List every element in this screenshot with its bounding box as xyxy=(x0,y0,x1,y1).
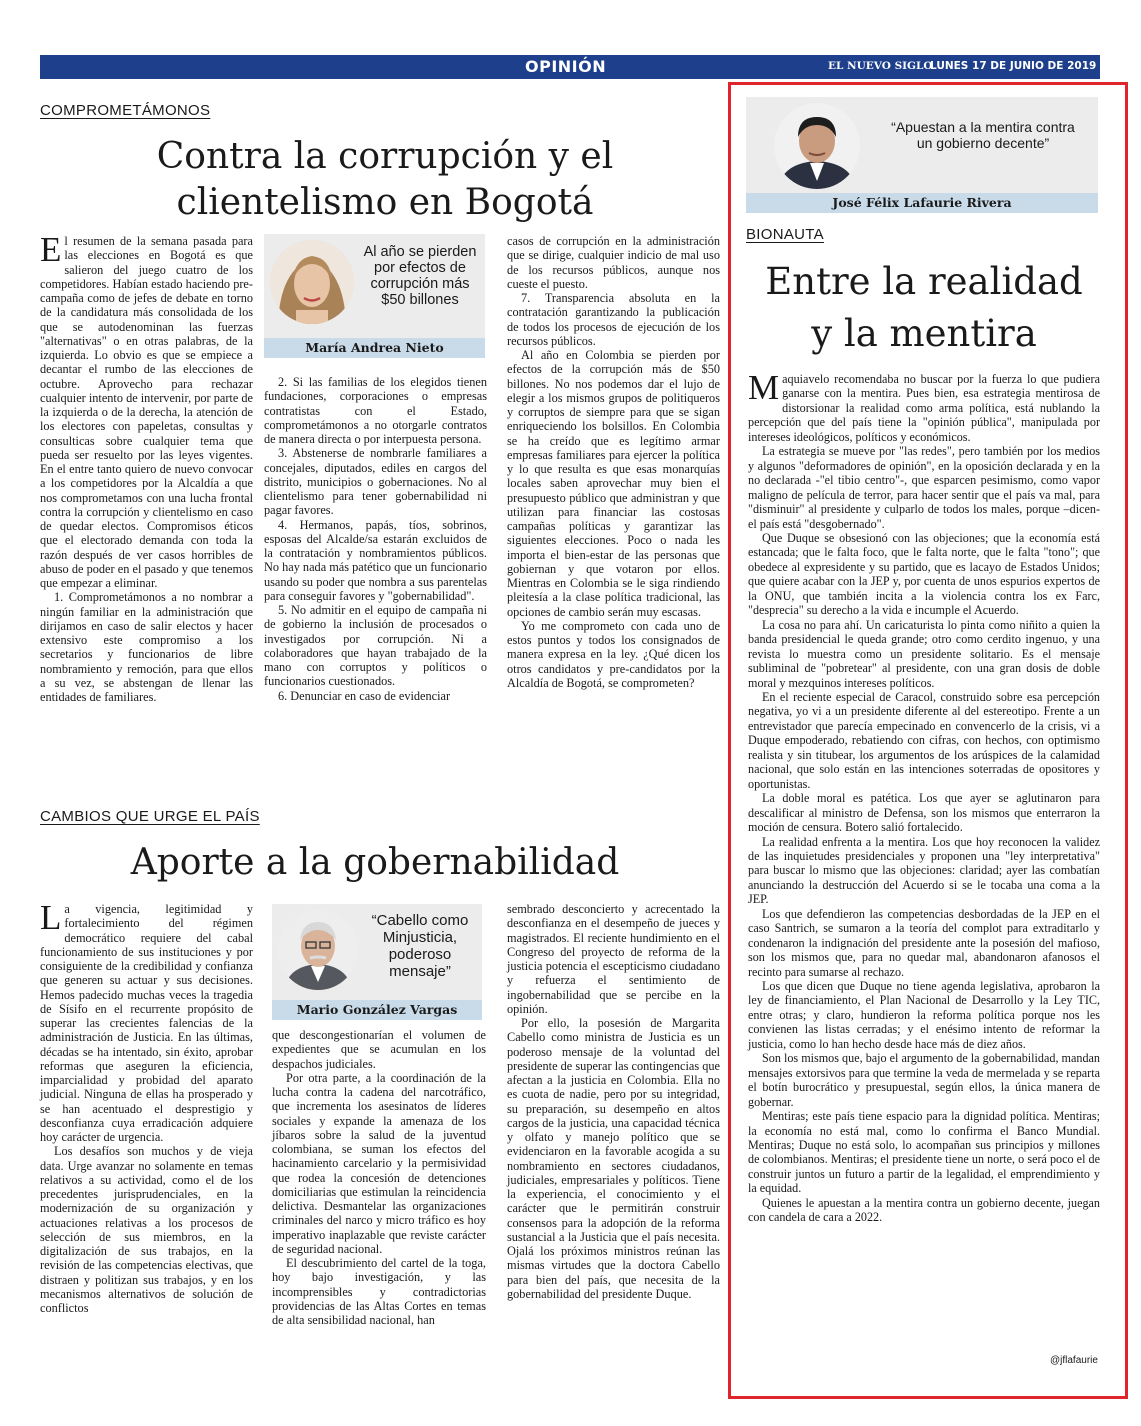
article1-headline-line2: clientelismo en Bogotá xyxy=(176,182,594,223)
issue-date: LUNES 17 DE JUNIO DE 2019 xyxy=(930,60,1097,72)
article3-byline: José Félix Lafaurie Rivera xyxy=(746,193,1098,213)
article2-paragraph: a vigencia, legitimidad y fortalecimiento del régimen democrático requiere del cabal funcionamiento de sus instituciones y por consiguiente de la credibilidad y confianza que generen su actuar y sus decisiones. Hemos padecido muchas veces la tragedia de Sísifo en el recurrente propósito de superar las crecientes falencias de la administración de Justicia. En las últimas, décadas se ha intentado, sin éxito, aprobar reformas que aseguren la eficiencia, imparcialidad y probidad del aparato judicial. Ninguna de ellas ha prosperado y se han acentuado el desprestigio y desconfianza cuya erradicación adquiere hoy carácter de urgencia. xyxy=(40,902,253,1144)
article3-paragraph: La cosa no para ahí. Un caricaturista lo pinta como niñito a quien la banda presidencial le queda grande; otro como cerdito ingenuo, y una revista lo muestra como un presidente solitario. Es el mensaje subliminal de "pobretear" al presidente, con una gran dosis de doble moral y mezquinos intereses políticos. xyxy=(748,617,1100,690)
article2-headline: Aporte a la gobernabilidad xyxy=(130,842,620,883)
article1-paragraph: l resumen de la semana pasada para las elecciones en Bogotá es que salieron del juego cuatro de los competidores. Habían estado haciendo pre-campaña como de jefes de debate en torno de la candidatura más consolidada de los que se autodenominan las fuerzas "alternativas" o en otras palabras, de la izquierda. Lo obvio es que se empiece a decantar el rumbo de las elecciones de octubre. Aprovecho para rechazar cualquier intento de intervenir, por parte de la izquierda o de la derecha, la atención de los electores con papeletas, consultas y consulticas sobre cualquier tema que pueda ser resuelto por las leyes vigentes. En el entre tanto quiero de nuevo convocar a los competidores por la Alcaldía a que nos comprometamos con una lucha frontal contra la corrupción y clientelismo en caso de quedar electos. Compromisos éticos que el electorado demanda con toda la razón después de ver casos horribles de abuso de poder en el pasado y que tenemos que empezar a eliminar. xyxy=(40,234,253,590)
article2-paragraph: Los desafíos son muchos y de vieja data. Urge avanzar no solamente en temas relativos a su actividad, como el de los precedentes jurisprudenciales, en la modernización de su organización y actuaciones relativas a los procesos de selección de sus miembros, en la digitalización de sus trabajos, en la revisión de las competencias electivas, que distraen y politizan sus trabajos, y en los mecanismos alternativos de solución de conflictos xyxy=(40,1144,253,1315)
article3-paragraph: aquiavelo recomendaba no buscar por la fuerza lo que pudiera ganarse con la mentira. Pues bien, esa estrategia mentirosa de distorsionar la realidad como arma política, está nublando la percepción que del país tiene la "opinión pública", manipulada por intereses ideológicos, políticos y económicos. xyxy=(748,372,1100,444)
article3-dropcap: M xyxy=(748,368,780,407)
article2-column-2 xyxy=(272,1028,486,1327)
article1-paragraph: 2. Si las familias de los elegidos tienen fundaciones, corporaciones o empresas contratistas con el Estado, comprometámonos a no otorgarle contratos de manera directa o por interpuesta persona. xyxy=(264,375,487,446)
article3-paragraph: Los que dicen que Duque no tiene agenda legislativa, aprobaron la ley de financiamiento, el Plan Nacional de Desarrollo y la Ley TIC, entre otras; y claro, hundieron la reforma política porque nos les convienen las listas cerradas; y el enésimo intento de reformar la justicia, como lo han hecho desde hace más de diez años. xyxy=(748,979,1100,1051)
article3-kicker: BIONAUTA xyxy=(746,226,824,243)
article3-pullquote: “Apuestan a la mentira contra un gobierno decente” xyxy=(891,119,1075,151)
article2-paragraph: que descongestionarían el volumen de expedientes que se acumulan en los despachos judiciales. xyxy=(272,1028,486,1071)
article1-paragraph: Al año en Colombia se pierden por efectos de la corrupción más de $50 billones. No nos podemos dar el lujo de elegir a los mismos grupos de politiqueros y corruptos de siempre para que se sigan enriqueciendo los bolsillos. En Colombia se ha creído que es legítimo armar empresas familiares para ejercer la política y lo que resulta es que esas monarquías locales saben aprovechar muy bien el presupuesto público que administran y que utilizan para financiar las costosas campañas políticas y garantizar las siguientes elecciones. Poco o nada les importa el bien-estar de las personas que gobiernan y que votaron por ellos. Mientras en Colombia se le siga rindiendo pleitesía a la clase política tradicional, las opciones de cambio serán muy escasas. xyxy=(507,348,720,619)
article3-pullquote-box xyxy=(746,97,1098,213)
article1-column-3 xyxy=(507,234,720,690)
article2-paragraph: Por ello, la posesión de Margarita Cabello como ministra de Justicia es un poderoso mensaje de la voluntad del presidente de superar las contingencias que afectan a la justicia en Colombia. Ella no es cuota de nadie, pero por su integridad, su preparación, su desempeño en altos cargos de la justicia, una capacidad técnica y olfato y manejo político que se evidenciaron en la favorable acogida a su nombramiento en sectores ciudadanos, judiciales, empresariales y políticos. Tiene la experiencia, el conocimiento y el carácter que le permitirán construir consensos para la adopción de la reforma sustancial a la Justicia que el país necesita. Ojalá los próximos ministros reúnan las mismas virtudes que la doctora Cabello para bien del país, que necesita de la gobernabilidad del presidente Duque. xyxy=(507,1016,720,1301)
article2-pullquote: “Cabello como Minjusticia, poderoso mensaje” xyxy=(371,912,469,980)
article1-column-2 xyxy=(264,375,487,703)
article1-byline: María Andrea Nieto xyxy=(264,338,485,358)
article2-column-1 xyxy=(40,898,253,1315)
article1-paragraph: Yo me comprometo con cada uno de estos puntos y todos los consignados de manera expresa en la ley. ¿Qué dicen los otros candidatos y pre-candidatos por la Alcaldía de Bogotá, se comprometen? xyxy=(507,618,720,690)
article1-headline-line1: Contra la corrupción y el xyxy=(156,136,614,177)
article3-paragraph: La realidad enfrenta a la mentira. Los que hoy reconocen la validez de las inquietudes presidenciales y proponen una "ley interpretativa" para buscar lo mismo que las objeciones: claridad; ayer las combatían anunciando la destrucción del Acuerdo si se le tocaba una coma a la JEP. xyxy=(748,834,1100,907)
article2-column-3 xyxy=(507,902,720,1301)
article1-headline xyxy=(40,134,730,226)
article1-pullquote-box xyxy=(264,234,485,358)
section-title: OPINIÓN xyxy=(525,57,607,76)
article3-body xyxy=(748,368,1100,1225)
article2-byline: Mario González Vargas xyxy=(272,1000,482,1020)
article2-kicker: CAMBIOS QUE URGE EL PAÍS xyxy=(40,808,260,825)
article1-column-1 xyxy=(40,230,253,704)
article2-paragraph: El descubrimiento del cartel de la toga, hoy bajo investigación, y las incomprensibles y contradictorias providencias de las Altas Cortes en temas de alta sensibilidad nacional, han xyxy=(272,1256,486,1327)
article3-paragraph: Mentiras; este país tiene espacio para la dignidad política. Mentiras; la economía no está mal, como lo confirma el Banco Mundial. Mentiras; Duque no está solo, lo acompañan sus principios y millones de colombianos. Mentiras; el presidente tiene un norte, o será poco el de construir juntos un futuro a partir de la legalidad, el emprendimiento y la equidad. xyxy=(748,1109,1100,1196)
article1-paragraph: 6. Denunciar en caso de evidenciar xyxy=(278,688,451,703)
article3-headline xyxy=(746,256,1102,360)
article1-paragraph: casos de corrupción en la administración que se dirige, cualquier indicio de mal uso de los recursos públicos, aunque nos cueste el puesto. xyxy=(507,234,720,291)
article1-paragraph: 4. Hermanos, papás, tíos, sobrinos, esposas del Alcalde/sa estarán excluidos de la contratación y nombramientos públicos. No hay nada más patético que un funcionario usando su poder que nombra a sus parentelas para conseguir favores y "gobernabilidad". xyxy=(264,517,487,603)
article1-kicker: COMPROMETÁMONOS xyxy=(40,102,211,119)
article2-pullquote-box xyxy=(272,904,482,1020)
article1-paragraph: 5. No admitir en el equipo de campaña ni de gobierno la inclusión de procesados o investigados por corrupción. Ni a colaboradores que hayan trabajado de la mano con corruptos y políticos o funcionarios cuestionados. xyxy=(264,603,487,689)
newspaper-name: EL NUEVO SIGLO xyxy=(828,60,933,72)
twitter-handle[interactable]: @jflafaurie xyxy=(1050,1355,1098,1366)
article3-paragraph: La doble moral es patética. Los que ayer se aglutinaron para descalificar al ministro de Defensa, son los mismos que enterraron la moción de censura. Botero salió fortalecido. xyxy=(748,791,1100,835)
article1-paragraph: 7. Transparencia absoluta en la contratación garantizando la publicación de todos los procesos de ejecución de los recursos públicos. xyxy=(507,291,720,348)
article3-headline-line1: Entre la realidad xyxy=(765,260,1083,303)
article1-dropcap: E xyxy=(40,230,62,269)
portrait-jose-felix-lafaurie xyxy=(774,103,860,189)
page-number: 9A xyxy=(1110,55,1138,77)
masthead-bar xyxy=(40,55,1138,79)
article2-paragraph: sembrado desconcierto y acrecentado la desconfianza en el desempeño de jueces y magistrados. El reciente hundimiento en el Congreso del proyecto de reforma de la justicia potencia el escepticismo ciudadano y refuerza el sentimiento de ingobernabilidad que se percibe en la opinión. xyxy=(507,902,720,1016)
portrait-maria-andrea-nieto xyxy=(270,240,354,324)
article3-paragraph: La estrategia se mueve por "las redes", pero también por los medios y algunos "deformadores de opinión", en la oposición declarada y en la no declarada -"el tibio centro"-, que esparcen pesimismo, como vapor maligno de película de terror, para hacer sentir que el país va mal, para "disminuir" al presidente y culparlo de todos los males, porque –dicen- el país está "desgobernado". xyxy=(748,444,1100,531)
article1-paragraph: 3. Abstenerse de nombrarle familiares a concejales, diputados, ediles en cargos del distrito, municipios o gobernaciones. No al clientelismo para tener gobernabilidad ni pagar favores. xyxy=(264,446,487,518)
article3-paragraph: Son los mismos que, bajo el argumento de la gobernabilidad, mandan mensajes extorsivos para que termine la veda de mermelada y se reparta el botín burocrático y presupuestal, según ellos, la única manera de gobernar. xyxy=(748,1051,1100,1109)
article3-paragraph: Que Duque se obsesionó con las objeciones; que la economía está estancada; que le falta foco, que le falta norte, que le falta "tono"; que obedece al expresidente y su partido, que es lacayo de Estados Unidos; que quiere acabar con la JEP y, por cuenta de unos espurios expertos de la ONU, que también incita a la violencia contra los ex Farc, "desprecia" su derecho a la vida e incumple el Acuerdo. xyxy=(748,530,1100,618)
article2-dropcap: L xyxy=(40,898,62,937)
article1-pullquote: Al año se pierden por efectos de corrupción más $50 billones xyxy=(363,244,477,308)
portrait-mario-gonzalez-vargas xyxy=(278,910,358,990)
article1-paragraph: 1. Comprometámonos a no nombrar a ningún familiar en la administración que dirijamos en caso de salir electos y hacer extensivo este compromiso a los secretarios y funcionarios de libre nombramiento y remoción, para que ellos a su vez, se abstengan de llenar las entidades de familiares. xyxy=(40,590,253,704)
article3-paragraph: En el reciente especial de Caracol, construido sobre esa percepción negativa, yo vi a un presidente diferente al del estereotipo. Frente a un entrevistador que parecía empecinado en convencerlo de la crisis, vi a Duque empoderado, rebatiendo con cifras, con hechos, con optimismo realista y sin titubear, los argumentos de los arúspices de la calamidad nacional, que solo están en las intenciones soterradas de opositores y oportunistas. xyxy=(748,689,1100,791)
article2-paragraph: Por otra parte, a la coordinación de la lucha contra la cadena del narcotráfico, que incrementa los asesinatos de líderes sociales y expande la amenaza de los jíbaros sobre la salud de la juventud colombiana, se suman los efectos del hacinamiento carcelario y la permisividad que rodea la concesión de detenciones domiciliarias que estimulan la reincidencia delictiva. Desmantelar las organizaciones criminales del narco y micro tráfico es hoy imperativo inaplazable que reviste carácter de seguridad nacional. xyxy=(272,1070,486,1256)
article3-headline-line2: y la mentira xyxy=(811,312,1037,355)
article3-paragraph: Quienes le apuestan a la mentira contra un gobierno decente, juegan con candela de cara a 2022. xyxy=(748,1195,1100,1225)
article3-paragraph: Los que defendieron las competencias desbordadas de la JEP en el caso Santrich, se sumaron a la teoría del complot para extraditarlo y condenaron la indignación del presidente ante la posesión del mafioso, son los mismos que, para no quedar mal, abandonaron afanosos el recinto para sumarse al rechazo. xyxy=(748,906,1100,979)
